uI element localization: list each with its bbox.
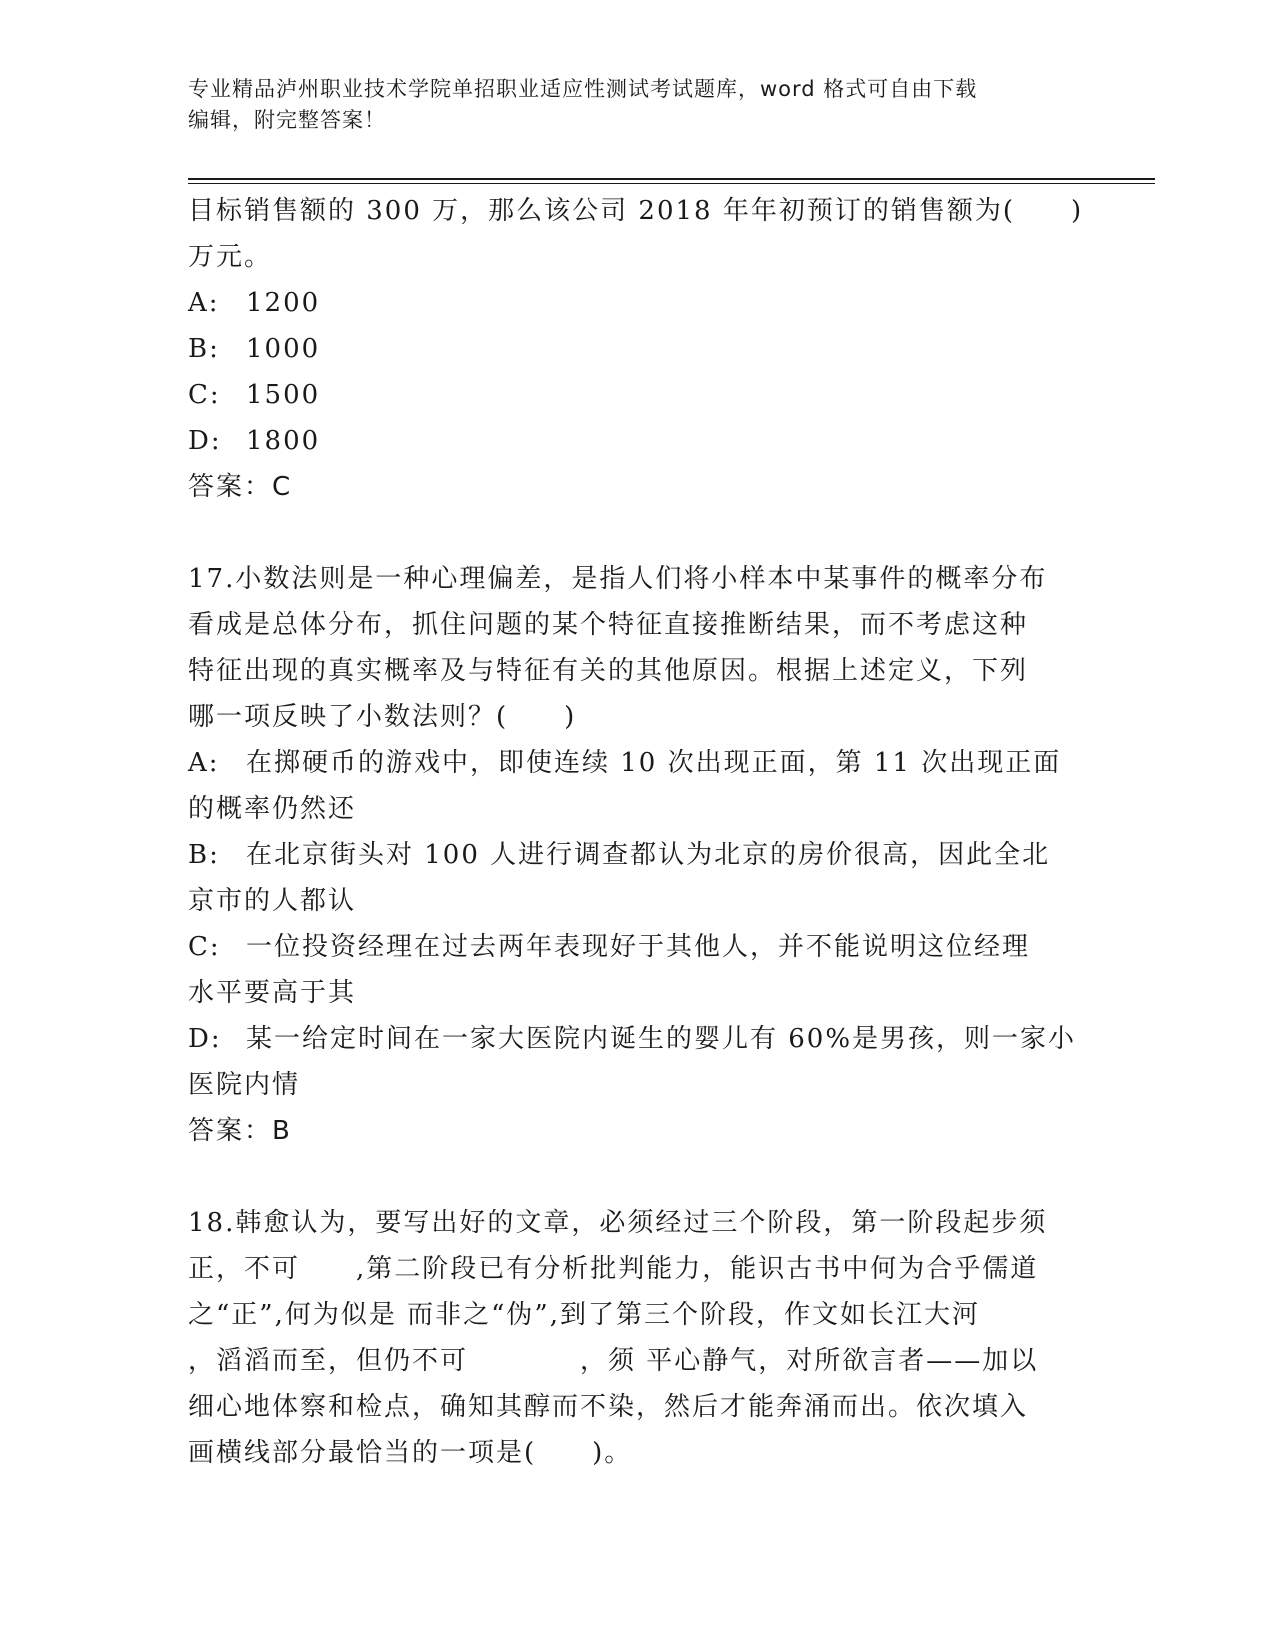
- question-text-line: 目标销售额的 300 万，那么该公司 2018 年年初预订的销售额为( ): [188, 196, 1084, 226]
- option-text: 1000: [246, 334, 321, 364]
- option-key: D:: [188, 426, 222, 456]
- option-text: 某一给定时间在一家大医院内诞生的婴儿有 60%是男孩，则一家小: [246, 1024, 1077, 1054]
- question-text-line: 之“正”,何为似是 而非之“伪”,到了第三个阶段，作文如长江大河: [188, 1300, 980, 1330]
- question-17: [188, 556, 1088, 1154]
- answer-line: 答案：B: [188, 1116, 292, 1146]
- option-a: [188, 740, 1088, 786]
- option-text: 1800: [246, 426, 321, 456]
- question-text-line: ，滔滔而至，但仍不可 ，须 平心静气，对所欲言者——加以: [188, 1346, 1039, 1376]
- option-text: 1200: [246, 288, 321, 318]
- question-16: [188, 188, 1088, 510]
- option-key: D:: [188, 1024, 222, 1054]
- document-body: [188, 188, 1088, 1476]
- question-text-line: 正，不可 ,第二阶段已有分析批判能力，能识古书中何为合乎儒道: [188, 1254, 1039, 1284]
- option-text: 在掷硬币的游戏中，即使连续 10 次出现正面，第 11 次出现正面: [246, 748, 1062, 778]
- option-text: 1500: [246, 380, 321, 410]
- option-d: [188, 418, 1088, 464]
- option-key: B:: [188, 334, 220, 364]
- option-key: A:: [188, 288, 220, 318]
- option-c-continued: 水平要高于其: [188, 978, 357, 1008]
- option-c: [188, 924, 1088, 970]
- option-c: [188, 372, 1088, 418]
- question-text-line: 细心地体察和检点，确知其醇而不染，然后才能奔涌而出。依次填入: [188, 1392, 1029, 1422]
- option-b-continued: 京市的人都认: [188, 886, 357, 916]
- header-rule-thick: [188, 178, 1155, 180]
- option-text: 在北京街头对 100 人进行调查都认为北京的房价很高，因此全北: [246, 840, 1051, 870]
- option-b: [188, 326, 1088, 372]
- header-line-2: 编辑，附完整答案！: [188, 108, 386, 132]
- question-text-line: 哪一项反映了小数法则？( ): [188, 702, 577, 732]
- option-text: 一位投资经理在过去两年表现好于其他人，并不能说明这位经理: [246, 932, 1031, 962]
- option-b: [188, 832, 1088, 878]
- answer-line: 答案：C: [188, 472, 293, 502]
- question-text-line: 18.韩愈认为，要写出好的文章，必须经过三个阶段，第一阶段起步须: [188, 1208, 1048, 1238]
- option-d-continued: 医院内情: [188, 1070, 301, 1100]
- question-text-line: 17.小数法则是一种心理偏差，是指人们将小样本中某事件的概率分布: [188, 564, 1048, 594]
- question-18: [188, 1200, 1088, 1476]
- header-rule-thin: [188, 183, 1155, 184]
- option-d: [188, 1016, 1088, 1062]
- header-line-1: 专业精品泸州职业技术学院单招职业适应性测试考试题库，word 格式可自由下载: [188, 77, 978, 101]
- option-a: [188, 280, 1088, 326]
- question-text-line: 特征出现的真实概率及与特征有关的其他原因。根据上述定义，下列: [188, 656, 1029, 686]
- option-a-continued: 的概率仍然还: [188, 794, 357, 824]
- question-text-line: 万元。: [188, 242, 273, 272]
- page-header: [188, 74, 1068, 136]
- option-key: B:: [188, 840, 220, 870]
- option-key: A:: [188, 748, 220, 778]
- option-key: C:: [188, 932, 221, 962]
- question-text-line: 画横线部分最恰当的一项是( )。: [188, 1438, 633, 1468]
- question-text-line: 看成是总体分布，抓住问题的某个特征直接推断结果，而不考虑这种: [188, 610, 1029, 640]
- option-key: C:: [188, 380, 221, 410]
